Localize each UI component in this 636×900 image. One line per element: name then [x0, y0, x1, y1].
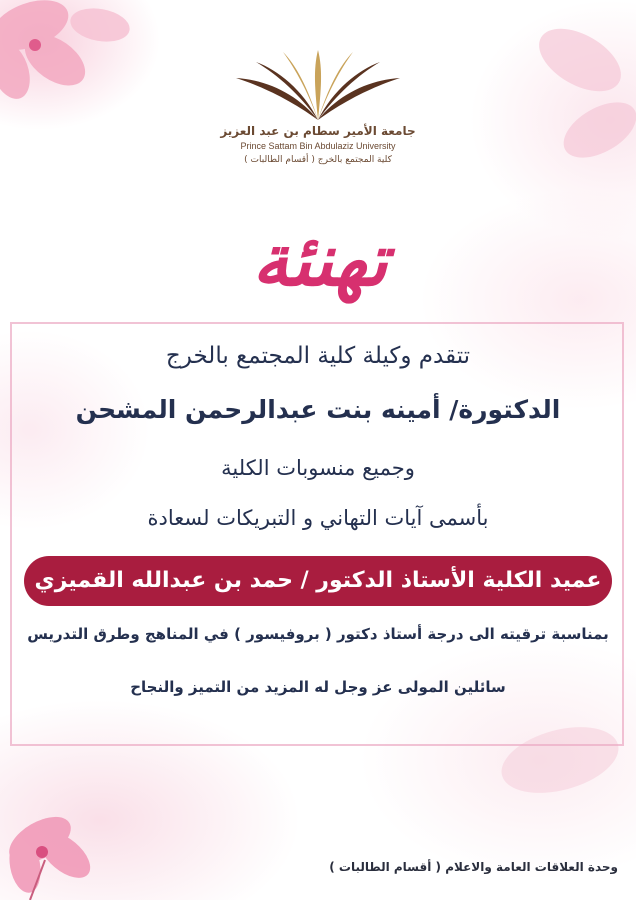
recipient-banner: عميد الكلية الأستاذ الدكتور / حمد بن عبدالله القميزي: [24, 556, 612, 606]
university-name-arabic: جامعة الأمير سطام بن عبد العزيز: [220, 124, 416, 138]
university-name-english: Prince Sattam Bin Abdulaziz University: [240, 141, 396, 151]
congratulations-title: تهنئة: [252, 217, 388, 302]
university-logo-icon: [228, 50, 408, 122]
flower-top-left-icon: [0, 0, 160, 120]
message-line-1: تتقدم وكيلة كلية المجتمع بالخرج: [165, 343, 471, 369]
flower-bottom-left-icon: [0, 800, 130, 900]
flower-top-right-icon: [500, 0, 636, 200]
sender-name: الدكتورة/ أمينه بنت عبدالرحمن المشحن: [75, 395, 561, 424]
message-line-4: بأسمى آيات التهاني و التبريكات لسعادة: [147, 506, 489, 530]
occasion-line: بمناسبة ترقيته الى درجة أستاذ دكتور ( بروفيسور ) في المناهج وطرق التدريس: [27, 625, 609, 643]
message-line-3: وجميع منسوبات الكلية: [221, 456, 415, 480]
college-name: كلية المجتمع بالخرج ( أقسام الطالبات ): [244, 155, 392, 165]
footer-unit: وحدة العلاقات العامة والاعلام ( أقسام الطالبات ): [329, 860, 618, 874]
wishes-line: سائلين المولى عز وجل له المزيد من التميز والنجاح: [130, 678, 506, 696]
